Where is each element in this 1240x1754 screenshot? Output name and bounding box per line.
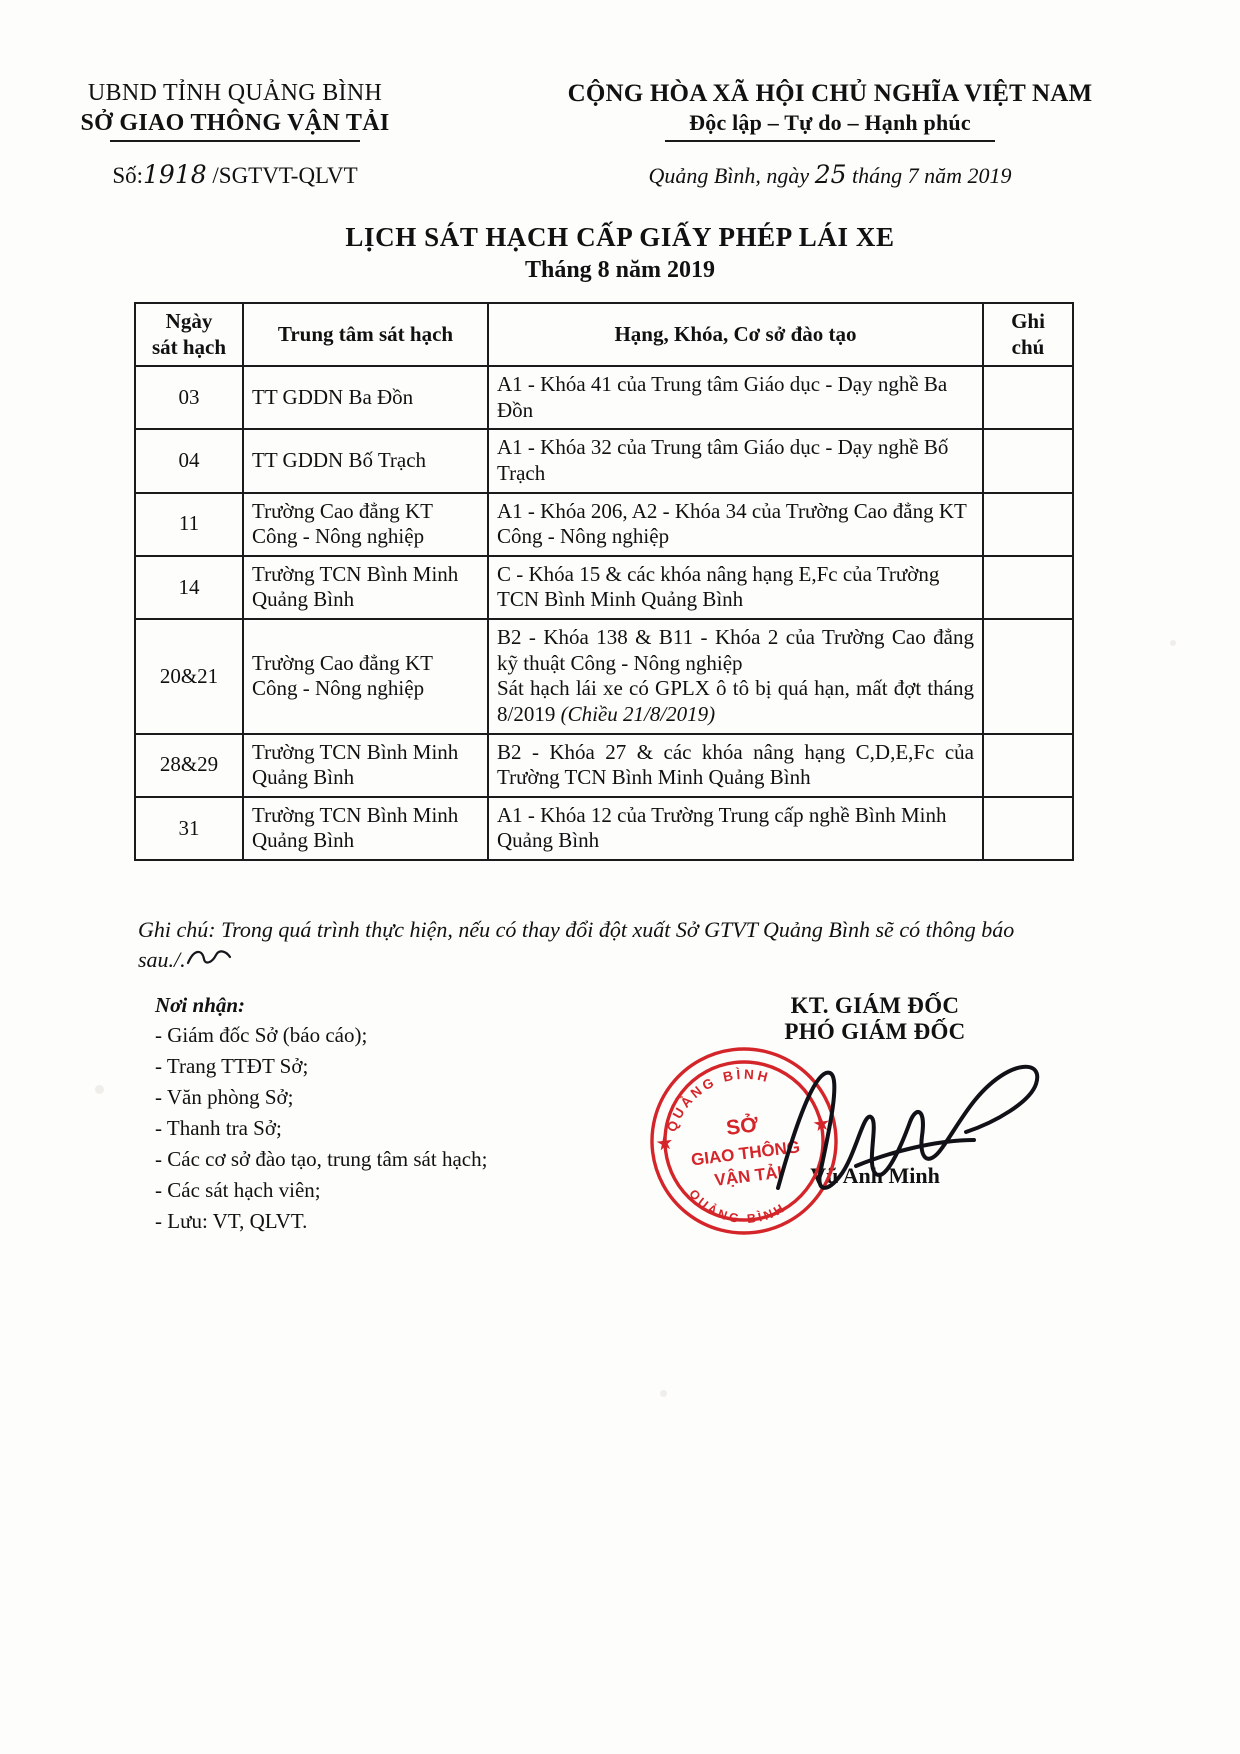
svg-text:★: ★ [811, 1112, 832, 1137]
column-header-date-line2: sát hạch [151, 334, 227, 359]
recipients-list [155, 1020, 620, 1238]
place-date-prefix: Quảng Bình, ngày [648, 163, 810, 188]
cell-info [488, 619, 983, 733]
cell-center: Trường TCN Bình Minh Quảng Bình [243, 797, 488, 860]
cell-note [983, 429, 1073, 492]
day-handwritten: 25 [814, 160, 847, 189]
svg-text:GIAO THÔNG: GIAO THÔNG [689, 1137, 802, 1170]
column-header-info: Hạng, Khóa, Cơ sở đào tạo [488, 303, 983, 366]
document-header [0, 78, 1240, 142]
cell-info-italic-note: (Chiều 21/8/2019) [560, 701, 716, 726]
list-item: - Các sát hạch viên; [155, 1178, 321, 1203]
column-header-note [983, 303, 1073, 366]
table-row [135, 429, 1073, 492]
signer-name: Vũ Anh Minh [810, 1163, 940, 1188]
title-block [0, 222, 1240, 284]
table-row [135, 493, 1073, 556]
cell-info-line2 [497, 676, 974, 727]
table-row [135, 366, 1073, 429]
table-row [135, 556, 1073, 619]
table-row [135, 734, 1073, 797]
list-item: - Các cơ sở đào tạo, trung tâm sát hạch; [155, 1147, 488, 1172]
footnote-label: Ghi chú: [138, 917, 216, 942]
cell-info: A1 - Khóa 32 của Trung tâm Giáo dục - Dạy nghề Bố Trạch [488, 429, 983, 492]
schedule-table-wrapper [134, 302, 1072, 861]
organization-underline [110, 140, 360, 142]
document-number-prefix: Số: [112, 163, 144, 188]
cell-note [983, 556, 1073, 619]
national-motto: Độc lập – Tự do – Hạnh phúc [689, 110, 971, 136]
cell-note [983, 493, 1073, 556]
handwritten-initials [186, 955, 226, 967]
cell-date: 11 [135, 493, 243, 556]
cell-center: Trường TCN Bình Minh Quảng Bình [243, 734, 488, 797]
cell-date: 20&21 [135, 619, 243, 733]
province-name: UBND TỈNH QUẢNG BÌNH [87, 80, 383, 106]
list-item: - Thanh tra Sở; [155, 1116, 282, 1141]
cell-info: A1 - Khóa 206, A2 - Khóa 34 của Trường Cao đẳng KT Công - Nông nghiệp [488, 493, 983, 556]
svg-text:QUẢNG BÌNH: QUẢNG BÌNH [663, 1066, 773, 1134]
cell-info: B2 - Khóa 27 & các khóa nâng hạng C,D,E,Fc của Trường TCN Bình Minh Quảng Bình [488, 734, 983, 797]
document-footer [0, 993, 1240, 1238]
list-item: - Giám đốc Sở (báo cáo); [155, 1023, 368, 1047]
list-item: - Trang TTĐT Sở; [155, 1054, 309, 1079]
cell-info: C - Khóa 15 & các khóa nâng hạng E,Fc của Trường TCN Bình Minh Quảng Bình [488, 556, 983, 619]
cell-center: TT GDDN Bố Trạch [243, 429, 488, 492]
motto-underline [665, 140, 995, 142]
paper-speck [1170, 640, 1176, 646]
list-item: - Lưu: VT, QLVT. [155, 1209, 308, 1234]
page-subtitle: Tháng 8 năm 2019 [524, 257, 716, 283]
date-remainder: tháng 7 năm 2019 [852, 163, 1012, 188]
cell-date: 04 [135, 429, 243, 492]
cell-center: Trường Cao đẳng KT Công - Nông nghiệp [243, 619, 488, 733]
page-title: LỊCH SÁT HẠCH CẤP GIẤY PHÉP LÁI XE [345, 222, 895, 252]
cell-info-line2-text: Sát hạch lái xe có GPLX ô tô bị quá hạn, mất đợt tháng 8/2019 [497, 676, 974, 726]
table-row [135, 797, 1073, 860]
cell-center: Trường TCN Bình Minh Quảng Bình [243, 556, 488, 619]
column-header-note-line2: chú [1011, 334, 1045, 359]
svg-text:QUẢNG BÌNH: QUẢNG BÌNH [686, 1186, 789, 1227]
schedule-table [134, 302, 1074, 861]
national-heading [450, 78, 1210, 142]
issuing-organization [0, 78, 450, 142]
cell-date: 31 [135, 797, 243, 860]
department-name: SỞ GIAO THÔNG VẬN TẢI [80, 110, 390, 136]
cell-date: 14 [135, 556, 243, 619]
cell-info: A1 - Khóa 12 của Trường Trung cấp nghề Bình Minh Quảng Bình [488, 797, 983, 860]
table-header-row [135, 303, 1073, 366]
svg-text:VẬN TẢI: VẬN TẢI [713, 1162, 784, 1190]
initials-mark-icon [186, 943, 232, 969]
footnote [138, 915, 1063, 974]
place-and-date [450, 160, 1210, 189]
cell-note [983, 797, 1073, 860]
document-number-suffix: /SGTVT-QLVT [212, 163, 358, 188]
column-header-center: Trung tâm sát hạch [243, 303, 488, 366]
cell-note [983, 734, 1073, 797]
column-header-note-line1: Ghi [1011, 309, 1045, 333]
document-number-handwritten: 1918 [143, 160, 207, 189]
cell-center: Trường Cao đẳng KT Công - Nông nghiệp [243, 493, 488, 556]
table-row [135, 619, 1073, 733]
signer-role-line1: KT. GIÁM ĐỐC [790, 993, 960, 1018]
cell-info: A1 - Khóa 41 của Trung tâm Giáo dục - Dạy nghề Ba Đồn [488, 366, 983, 429]
country-name: CỘNG HÒA XÃ HỘI CHỦ NGHĨA VIỆT NAM [567, 80, 1093, 107]
document-number [0, 160, 450, 189]
cell-info-line1: B2 - Khóa 138 & B11 - Khóa 2 của Trường Cao đẳng kỹ thuật Công - Nông nghiệp [497, 625, 974, 675]
cell-date: 28&29 [135, 734, 243, 797]
cell-note [983, 366, 1073, 429]
svg-text:SỞ: SỞ [724, 1113, 760, 1140]
footnote-text: Trong quá trình thực hiện, nếu có thay đổi đột xuất Sở GTVT Quảng Bình sẽ có thông báo sau./. [138, 917, 1015, 972]
cell-center: TT GDDN Ba Đồn [243, 366, 488, 429]
paper-speck [660, 1390, 667, 1397]
official-stamp [638, 1035, 850, 1247]
cell-note [983, 619, 1073, 733]
cell-date: 03 [135, 366, 243, 429]
signer-role-line2: PHÓ GIÁM ĐỐC [784, 1019, 966, 1044]
column-header-date-line1: Ngày [165, 309, 213, 333]
list-item: - Văn phòng Sở; [155, 1085, 294, 1110]
signature-block [620, 993, 1240, 1238]
recipients-title: Nơi nhận: [155, 993, 246, 1017]
column-header-date [135, 303, 243, 366]
recipients-block [0, 993, 620, 1238]
reference-and-date-row [0, 160, 1240, 189]
svg-text:★: ★ [654, 1131, 675, 1156]
